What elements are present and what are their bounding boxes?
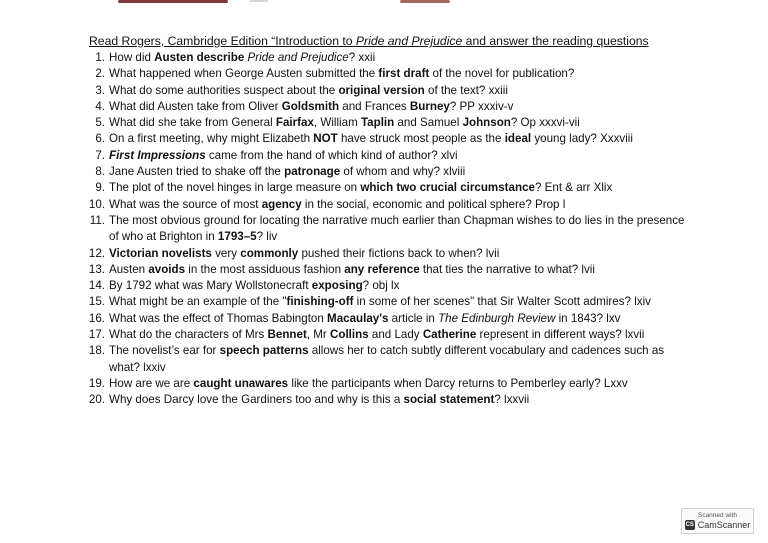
text-run: ? Op xxxvi-vii [510, 116, 580, 130]
text-run: in 1843? lxv [555, 311, 621, 325]
question-text [109, 377, 628, 390]
instructions-heading [89, 34, 689, 48]
bold-italic-text-run [109, 149, 206, 162]
text-run: What do some authorities suspect about the [109, 83, 339, 97]
text-run: of whom and why? xlviii [340, 165, 466, 179]
bold-text-run: Bennet [267, 328, 307, 342]
question-item [85, 392, 695, 408]
bold-text-run: ideal [504, 132, 532, 146]
question-number: 4. [95, 99, 105, 113]
heading-book-title: Pride and Prejudice [355, 34, 463, 48]
text-run: By 1792 what was Mary Wollstonecraft [109, 279, 312, 293]
bold-text-run: 1793–5 [217, 230, 257, 244]
question-item [85, 131, 695, 147]
bold-text-run: Austen describe [154, 51, 245, 64]
question-item [85, 327, 695, 343]
text-run: that ties the narrative to what? lvii [419, 262, 595, 276]
question-text [109, 181, 612, 194]
question-number: 12. [88, 246, 105, 260]
text-run: What might be an example of the " [109, 295, 287, 309]
text-run: very [211, 246, 241, 260]
text-run: The novelist’s ear for [109, 344, 220, 358]
question-text [109, 198, 565, 211]
bold-text-run: Johnson [462, 116, 511, 130]
question-number: 3. [95, 83, 105, 97]
text-run: represent in different ways? lxvii [476, 328, 645, 342]
italic-text-run: The Edinburgh Review [438, 311, 556, 325]
question-item [85, 294, 695, 310]
red-mark [118, 0, 228, 3]
question-text [109, 295, 651, 308]
question-text [109, 328, 644, 341]
text-run: What was the effect of Thomas Babington [109, 311, 328, 325]
text-run: What do the characters of Mrs [109, 328, 268, 342]
question-number: 20. [88, 393, 105, 407]
question-item [85, 83, 695, 99]
text-run: and Lady [368, 328, 423, 342]
question-item [85, 343, 695, 376]
text-run: , Mr [306, 328, 330, 342]
text-run: , William [313, 116, 361, 130]
question-number: 7. [95, 148, 105, 162]
question-list [85, 50, 695, 409]
text-run: like the participants when Darcy returns to Pemberley early? Lxxv [288, 376, 628, 390]
text-run: in the most assiduous fashion [185, 262, 345, 276]
top-edge-marks [0, 0, 768, 8]
text-run: How did [109, 51, 155, 64]
question-item [85, 213, 695, 246]
question-text [109, 393, 529, 406]
scanner-brand [682, 520, 753, 530]
text-run: ? PP xxxiv-v [449, 99, 514, 113]
gray-mark [250, 0, 268, 2]
text-run: ? lxxvii [494, 393, 530, 407]
text-run: On a first meeting, why might Elizabeth [109, 132, 314, 146]
bold-text-run: Goldsmith [281, 99, 340, 113]
question-text [109, 149, 458, 162]
question-text [109, 312, 620, 325]
question-number: 2. [95, 67, 105, 81]
text-run: The most obvious ground for locating the narrative much earlier than Chapman wishes to do lies in the presence of who at Brighton in [109, 213, 685, 244]
text-run: and Samuel [394, 116, 463, 130]
bold-text-run: caught unawares [193, 376, 289, 390]
bold-text-run: patronage [284, 165, 341, 179]
text-run: pushed their fictions back to when? lvii [298, 246, 500, 260]
text-run: What happened when George Austen submitted the [109, 67, 379, 81]
bold-text-run: commonly [240, 246, 299, 260]
bold-text-run: finishing-off [286, 295, 354, 309]
question-text [109, 116, 580, 129]
question-item [85, 164, 695, 180]
text-run: and Frances [339, 99, 410, 113]
text-run: ? xxii [348, 51, 376, 64]
question-item [85, 148, 695, 164]
italic-text-run: Pride and Prejudice [247, 51, 349, 64]
bold-text-run: original version [338, 83, 425, 97]
bold-text-run: Victorian novelists [109, 246, 212, 260]
question-text [109, 67, 574, 80]
text-run: ? obj lx [362, 279, 400, 293]
question-number: 19. [88, 376, 105, 390]
question-item [85, 262, 695, 278]
question-number: 13. [88, 262, 105, 276]
question-number: 10. [88, 197, 105, 211]
question-number: 16. [88, 311, 105, 325]
text-run: in the social, economic and political sphere? Prop l [301, 197, 566, 211]
question-number: 14. [88, 279, 105, 293]
question-text [109, 100, 513, 113]
bold-text-run: Macaulay's [327, 311, 389, 325]
camscanner-logo-icon: CS [685, 522, 694, 528]
question-item [85, 50, 695, 66]
text-run: What did Austen take from Oliver [109, 99, 282, 113]
question-item [85, 180, 695, 196]
bold-text-run: Fairfax [275, 116, 314, 130]
text-run: How are we are [109, 376, 194, 390]
text-run: Jane Austen tried to shake off the [109, 165, 285, 179]
question-text [109, 263, 595, 276]
bold-text-run: social statement [403, 393, 495, 407]
text-run: have struck most people as the [337, 132, 505, 146]
question-text [109, 247, 499, 260]
question-number: 9. [95, 181, 105, 195]
text-run: ? Ent & arr Xlix [534, 181, 613, 195]
question-number: 17. [88, 328, 105, 342]
camscanner-name: CamScanner [697, 520, 751, 530]
bold-text-run: Taplin [360, 116, 395, 130]
question-number: 15. [88, 295, 105, 309]
text-run: What was the source of most [109, 197, 262, 211]
text-run: of the text? xxiii [424, 83, 508, 97]
question-item [85, 311, 695, 327]
text-run: allows her to catch subtly different vocabulary and cadences such as what? lxxiv [109, 344, 665, 374]
bold-text-run: which two crucial circumstance [360, 181, 535, 195]
bold-text-run: first draft [378, 67, 430, 81]
question-item [85, 66, 695, 82]
red-mark [400, 0, 450, 3]
text-run: What did she take from General [109, 116, 276, 130]
bold-text-run: exposing [311, 279, 363, 293]
question-text [109, 51, 375, 64]
question-number: 8. [95, 165, 105, 179]
bold-text-run: Collins [330, 328, 369, 342]
question-item [85, 197, 695, 213]
question-text [109, 84, 508, 97]
question-number: 6. [95, 132, 105, 146]
emphasis-text: First Impressions [109, 148, 206, 162]
heading-prefix: Read Rogers, Cambridge Edition “Introduction to [89, 34, 356, 48]
question-item [85, 99, 695, 115]
question-text [109, 132, 633, 145]
question-number: 18. [88, 344, 105, 358]
bold-text-run: any reference [344, 262, 420, 276]
bold-text-run: agency [261, 197, 302, 211]
text-run: The plot of the novel hinges in large measure on [109, 181, 361, 195]
text-run: of the novel for publication? [429, 67, 575, 81]
question-item [85, 376, 695, 392]
text-run: came from the hand of which kind of author? xlvi [205, 148, 458, 162]
bold-text-run: NOT [313, 132, 338, 146]
camscanner-badge [681, 508, 754, 534]
question-item [85, 246, 695, 262]
heading-suffix: and answer the reading questions [462, 34, 649, 48]
scanned-with-text: Scanned with [697, 512, 738, 519]
text-run: article in [388, 311, 439, 325]
text-run: in some of her scenes" that Sir Walter Scott admires? lxiv [353, 295, 651, 309]
text-run: Austen [109, 262, 149, 276]
question-text [109, 279, 399, 292]
bold-text-run: Burney [409, 99, 450, 113]
text-run: young lady? Xxxviii [531, 132, 633, 146]
question-item [85, 278, 695, 294]
bold-text-run: speech patterns [219, 344, 309, 358]
question-text [109, 344, 664, 373]
text-run: Why does Darcy love the Gardiners too and why is this a [109, 393, 404, 407]
question-number: 5. [95, 116, 105, 130]
bold-text-run: Catherine [422, 328, 477, 342]
bold-text-run: avoids [148, 262, 186, 276]
text-run: ? liv [256, 230, 278, 244]
question-item [85, 115, 695, 131]
question-text [109, 214, 685, 243]
question-number: 11. [89, 213, 105, 227]
question-text [109, 165, 465, 178]
question-number: 1. [95, 51, 105, 64]
